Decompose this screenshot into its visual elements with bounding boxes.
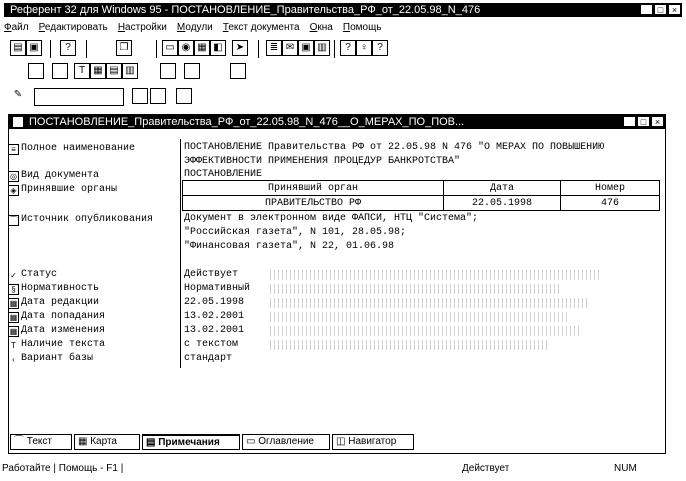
app-title: Референт 32 для Windows 95 - ПОСТАНОВЛЕНИЕ_Правительства_РФ_от_22.05.98_N_476 [10,4,481,16]
contents-icon: ▭ [246,436,259,447]
table-icon[interactable]: ▦ [90,63,106,79]
blank-button[interactable] [132,88,148,104]
find-icon[interactable]: ◉ [178,40,194,56]
card-icon: ▦ [78,436,91,447]
blank-button[interactable] [150,88,166,104]
toolbar-secondary [10,63,290,83]
org-cell-name: ПРАВИТЕЛЬСТВО РФ [183,196,444,211]
printer-icon[interactable]: ▤ [10,40,26,56]
dither-noise [270,270,600,280]
blank-button[interactable] [28,63,44,79]
field-source: ⌒ Источник опубликования [9,214,154,225]
dither-noise [270,312,570,322]
field-text-presence: T Наличие текста [8,337,105,351]
org-header-date: Дата [444,181,561,196]
save-icon[interactable]: ▣ [26,40,42,56]
tab-notes[interactable]: ▤ Примечания [142,434,240,450]
doc-maximize-button[interactable]: □ [637,116,650,127]
base-variant-value: стандарт [184,353,233,364]
dither-noise [270,284,560,294]
entry-date-value: 13.02.2001 [184,311,245,322]
question-icon[interactable]: ? [340,40,356,56]
document-menu-icon[interactable] [13,117,23,127]
toolbar-separator [258,40,259,58]
menu-file[interactable]: Файл [4,22,29,33]
document-title: ПОСТАНОВЛЕНИЕ_Правительства_РФ_от_22.05.98_N_476__О_МЕРАХ_ПО_ПОВ... [29,116,465,128]
toolbar-separator [86,40,87,58]
list-icon[interactable]: ≣ [266,40,282,56]
source-line-2: "Российская газета", N 101, 28.05.98; [184,227,407,238]
close-button[interactable]: × [668,4,681,15]
menu-help[interactable]: Помощь [342,22,382,33]
notes-icon: ▤ [146,437,159,448]
blank-button[interactable] [52,63,68,79]
toolbar-separator [156,40,157,58]
variant-icon: ‹ [12,355,15,364]
status-num: NUM [614,463,637,474]
blank-button[interactable] [230,63,246,79]
field-base-variant: ‹ Вариант базы [8,351,93,365]
toolbar-search [10,88,210,108]
org-cell-number: 476 [561,196,660,211]
menu-edit[interactable]: Редактировать [38,22,108,33]
export-icon[interactable]: ◧ [210,40,226,56]
table-row[interactable] [183,196,660,211]
notes-icon[interactable]: ▥ [122,63,138,79]
status-help: Работайте | Помощь - F1 | [2,463,124,474]
navigator-icon: ◫ [336,436,349,447]
text-icon[interactable]: T [74,63,90,79]
menu-bar [4,21,389,35]
field-entry-date: ▦ Дата попадания [9,311,106,322]
minimize-button[interactable]: _ [640,4,653,15]
check-icon: ✓ [10,271,17,280]
toolbar-separator [50,40,51,58]
doc-close-button[interactable]: × [651,116,664,127]
field-orgs: ◈ Принявшие органы [8,182,117,196]
calendar-icon: ▦ [9,299,18,308]
search-combo[interactable] [34,88,124,106]
tab-contents[interactable]: ▭ Оглавление [242,434,330,450]
status-value: Действует [184,269,239,280]
document-title-bar [9,115,665,129]
org-header-org: Принявший орган [183,181,444,196]
folder-icon[interactable]: ▭ [162,40,178,56]
maximize-button[interactable]: □ [654,4,667,15]
doc-minimize-button[interactable]: _ [623,116,636,127]
doc-icon: ≡ [8,144,19,155]
calendar-icon: ▦ [9,327,18,336]
menu-modules[interactable]: Модули [176,22,213,33]
column-divider [180,139,181,368]
field-normativity: § Нормативность [8,281,99,295]
lamp-icon[interactable]: ♀ [356,40,372,56]
text-presence-value: с текстом [184,339,239,350]
calendar-icon: ▦ [9,313,18,322]
note-icon[interactable]: ▤ [106,63,122,79]
org-header-number: Номер [561,181,660,196]
tab-text[interactable]: ⌒ Текст [10,434,72,450]
help-icon[interactable]: ? [60,40,76,56]
full-name-line1: ПОСТАНОВЛЕНИЕ Правительства РФ от 22.05.98 N 476 "О МЕРАХ ПО ПОВЫШЕНИЮ [184,142,605,153]
table-icon[interactable]: ▥ [314,40,330,56]
norm-icon: § [8,284,19,295]
question-icon[interactable]: ? [372,40,388,56]
source-icon: ⌒ [9,216,18,225]
copy-icon[interactable]: ❐ [116,40,132,56]
org-table-header [183,181,660,196]
status-bar [2,462,684,476]
bookmark-icon[interactable]: ➤ [232,40,248,56]
dither-noise [270,326,580,336]
tab-navigator[interactable]: ◫ Навигатор [332,434,414,450]
query-icon[interactable]: ▣ [298,40,314,56]
dither-noise [270,298,590,308]
doc-type-value: ПОСТАНОВЛЕНИЕ [184,169,263,180]
blank-button[interactable] [160,63,176,79]
field-change-date: ▦ Дата изменения [9,325,106,336]
app-title-bar [4,3,682,17]
field-status: ✓ Статус [8,267,57,281]
full-name-line2: ЭФФЕКТИВНОСТИ ПРИМЕНЕНИЯ ПРОЦЕДУР БАНКРОТСТВА" [184,156,461,167]
menu-doc-text[interactable]: Текст документа [222,22,300,33]
pen-icon[interactable]: ✎ [10,88,26,104]
tab-card[interactable]: ▦ Карта [74,434,140,450]
source-line-1: Документ в электронном виде ФАПСИ, НТЦ "Система"; [184,213,479,224]
status-state: Действует [462,463,510,474]
edition-date-value: 22.05.1998 [184,297,245,308]
text-icon: T [11,341,16,350]
card-icon[interactable]: ▦ [194,40,210,56]
blank-button[interactable] [176,88,192,104]
org-icon: ◈ [8,185,19,196]
type-icon: ◎ [8,171,19,182]
dither-noise [270,340,550,350]
menu-windows[interactable]: Окна [309,22,333,33]
menu-settings[interactable]: Настройки [117,22,167,33]
org-cell-date: 22.05.1998 [444,196,561,211]
field-doc-type: ◎ Вид документа [10,170,100,181]
normativity-value: Нормативный [184,283,251,294]
toolbar-main [10,40,430,60]
toolbar-separator [334,40,335,58]
org-table [182,180,660,211]
change-date-value: 13.02.2001 [184,325,245,336]
field-full-name: ≡ Полное наименование [8,141,135,155]
send-icon[interactable]: ✉ [282,40,298,56]
text-icon: ⌒ [14,436,27,447]
field-edition-date: ▦ Дата редакции [9,297,100,308]
blank-button[interactable] [184,63,200,79]
source-line-3: "Финансовая газета", N 22, 01.06.98 [184,241,395,252]
